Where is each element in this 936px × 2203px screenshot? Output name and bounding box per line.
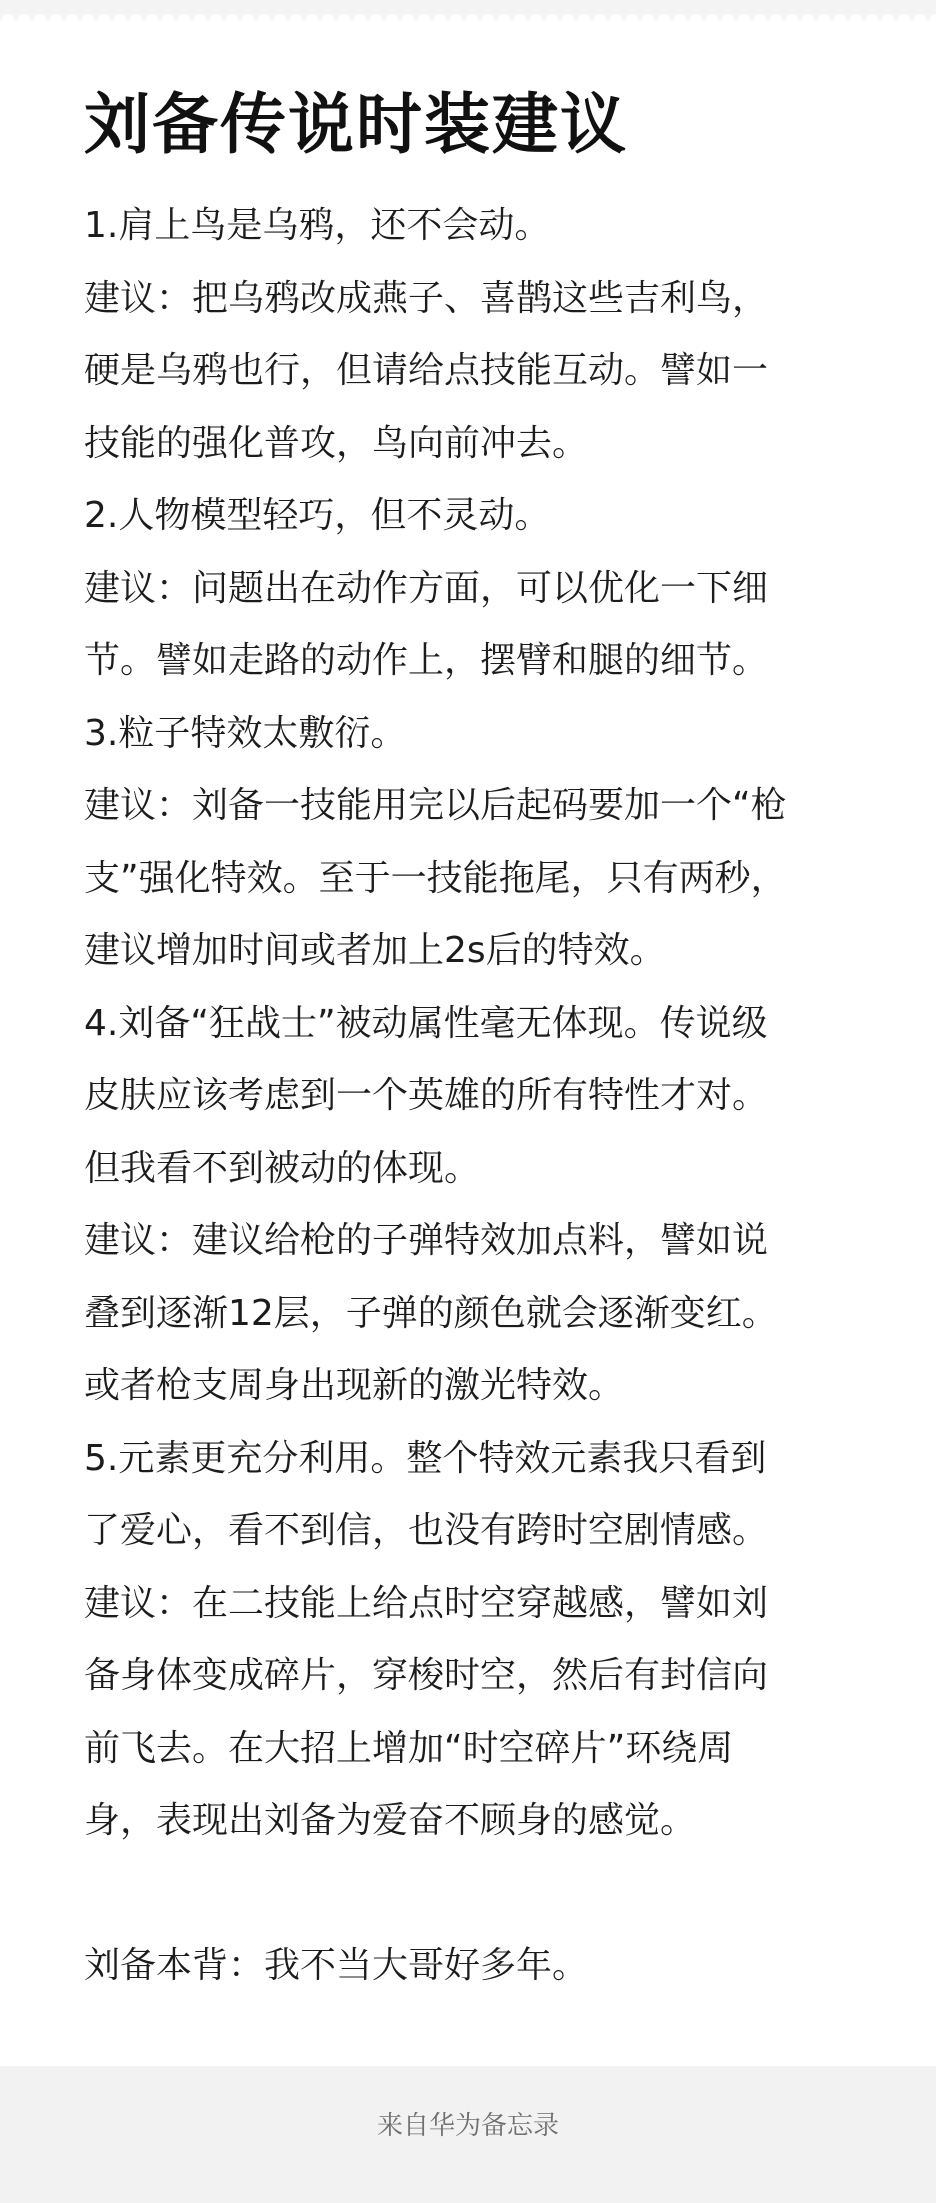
note-line: 前飞去。在大招上增加“时空碎片”环绕周 <box>84 1727 734 1769</box>
note-line: 技能的强化普攻，鸟向前冲去。 <box>84 422 589 464</box>
note-body <box>84 20 874 2003</box>
source-label: 来自华为备忘录 <box>376 2111 559 2141</box>
note-line: 1.肩上鸟是乌鸦，还不会动。 <box>84 205 551 246</box>
note-signature-line: 刘备本背：我不当大哥好多年。 <box>84 1945 589 1986</box>
note-footer <box>0 2066 936 2203</box>
note-line: 叠到逐渐12层，子弹的颜色就会逐渐变红。 <box>84 1292 778 1334</box>
note-line: 备身体变成碎片，穿梭时空，然后有封信向 <box>84 1655 769 1696</box>
note-line: 建议：把乌鸦改成燕子、喜鹊这些吉利鸟， <box>84 277 769 319</box>
note-line: 2.人物模型轻巧，但不灵动。 <box>84 495 551 536</box>
note-line: 4.刘备“狂战士”被动属性毫无体现。传说级 <box>84 1002 768 1044</box>
note-line: 建议：在二技能上给点时空穿越感，譬如刘 <box>84 1582 769 1624</box>
note-line: 5.元素更充分利用。整个特效元素我只看到 <box>84 1437 767 1479</box>
note-line: 建议：建议给枪的子弹特效加点料，譬如说 <box>84 1220 769 1261</box>
note-line: 硬是乌鸦也行，但请给点技能互动。譬如一 <box>84 350 769 391</box>
torn-paper-edge <box>0 0 936 20</box>
note-line: 皮肤应该考虑到一个英雄的所有特性才对。 <box>84 1075 769 1116</box>
note-title: 刘备传说时装建议 <box>84 86 628 163</box>
note-line: 或者枪支周身出现新的激光特效。 <box>84 1365 625 1406</box>
blank-line <box>84 1858 874 1931</box>
note-line: 但我看不到被动的体现。 <box>84 1147 481 1189</box>
note-line: 节。譬如走路的动作上，摆臂和腿的细节。 <box>84 640 769 681</box>
note-line: 支”强化特效。至于一技能拖尾，只有两秒， <box>84 857 787 899</box>
note-line: 建议：问题出在动作方面，可以优化一下细 <box>84 567 769 609</box>
note-content <box>84 190 874 2003</box>
note-line: 3.粒子特效太敷衍。 <box>84 712 407 754</box>
note-line: 身，表现出刘备为爱奋不顾身的感觉。 <box>84 1800 697 1841</box>
note-line: 建议增加时间或者加上2s后的特效。 <box>84 930 666 971</box>
note-line: 建议：刘备一技能用完以后起码要加一个“枪 <box>84 785 787 826</box>
note-line: 了爱心，看不到信，也没有跨时空剧情感。 <box>84 1510 769 1551</box>
